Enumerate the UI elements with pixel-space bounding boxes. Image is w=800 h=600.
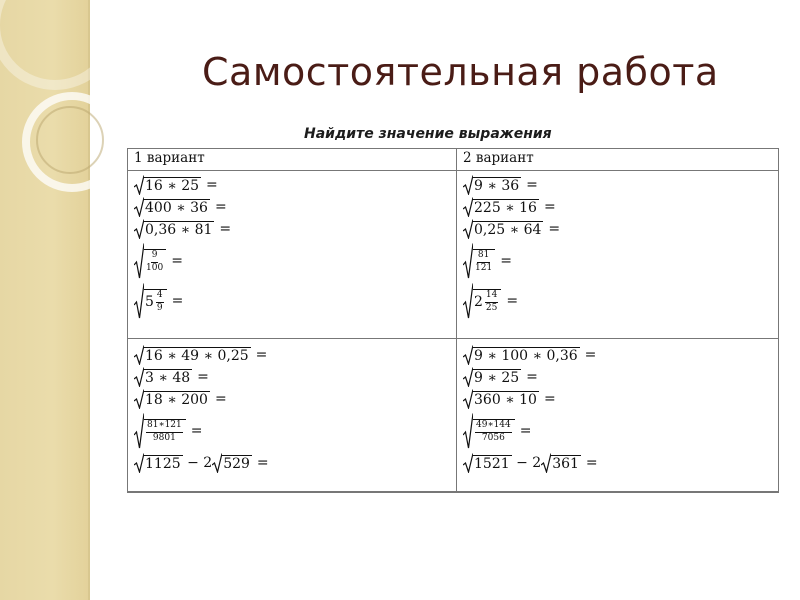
equals-sign: = <box>255 347 268 363</box>
equals-sign: = <box>190 423 203 439</box>
fraction <box>146 421 183 443</box>
radicand: 9 ∗ 100 ∗ 0,36 <box>474 348 578 364</box>
equals-sign: = <box>543 391 556 407</box>
sqrt-sign <box>212 453 252 473</box>
radicand <box>473 249 495 273</box>
expression-v1-7 <box>134 367 450 387</box>
slide-title: Самостоятельная работа <box>202 50 719 94</box>
numerator: 81∗121 <box>146 421 183 432</box>
expression-v2-4 <box>463 243 772 279</box>
sqrt-sign <box>134 243 166 279</box>
radicand: 361 <box>552 456 579 472</box>
radicand <box>144 249 166 273</box>
task-subtitle: Найдите значение выражения <box>304 126 552 142</box>
expression-v1-5 <box>134 283 450 319</box>
sqrt-sign <box>463 283 501 319</box>
decorative-ring-inner <box>36 106 104 174</box>
expression-v2-3 <box>463 219 772 239</box>
sqrt-sign <box>463 389 539 409</box>
expression-v1-1 <box>134 175 450 195</box>
table-row-block-1 <box>128 171 779 339</box>
expression-v1-4 <box>134 243 450 279</box>
expression-v1-10 <box>134 453 450 473</box>
fraction <box>485 291 498 313</box>
equals-sign: = <box>526 177 538 193</box>
radicand: 18 ∗ 200 <box>145 392 208 408</box>
table-row-block-2 <box>128 339 779 493</box>
whole-part: 2 <box>474 294 483 310</box>
expression-v1-8 <box>134 389 450 409</box>
equals-sign: = <box>506 293 519 309</box>
sqrt-sign <box>463 413 515 449</box>
sqrt-sign <box>134 413 186 449</box>
sqrt-sign <box>134 367 192 387</box>
sqrt-sign <box>134 175 201 195</box>
fraction <box>475 421 512 443</box>
sqrt-sign <box>463 243 495 279</box>
cell-variant-2-block-2 <box>457 339 779 493</box>
radicand: 1521 <box>474 456 510 472</box>
radicand: 1125 <box>145 456 181 472</box>
expression-v2-7 <box>463 367 772 387</box>
radicand: 0,36 ∗ 81 <box>145 222 213 238</box>
sqrt-sign <box>134 283 167 319</box>
denominator: 7056 <box>481 432 505 443</box>
exercise-table <box>127 148 779 493</box>
expression-v2-8 <box>463 389 772 409</box>
radicand: 400 ∗ 36 <box>145 200 208 216</box>
radicand <box>144 289 167 313</box>
expression-v1-2 <box>134 197 450 217</box>
radicand: 9 ∗ 25 <box>474 370 520 386</box>
equals-sign: = <box>526 369 538 385</box>
table-header-row <box>128 149 779 171</box>
sqrt-sign <box>541 453 581 473</box>
denominator: 25 <box>485 302 498 313</box>
sqrt-sign <box>134 219 214 239</box>
denominator: 9801 <box>152 432 176 443</box>
radicand: 3 ∗ 48 <box>145 370 191 386</box>
equals-sign: = <box>219 221 232 237</box>
fraction <box>475 251 492 273</box>
sqrt-sign <box>463 345 580 365</box>
decorative-ring-top <box>0 0 120 90</box>
cell-variant-1-block-1 <box>128 171 457 339</box>
sqrt-sign <box>463 367 521 387</box>
sqrt-sign <box>134 389 210 409</box>
numerator: 49∗144 <box>475 421 512 432</box>
expression-v2-10 <box>463 453 772 473</box>
radicand <box>473 289 501 313</box>
operator: − 2 <box>511 455 542 471</box>
equals-sign: = <box>214 391 227 407</box>
numerator: 4 <box>156 291 164 302</box>
cell-variant-1-block-2 <box>128 339 457 493</box>
radicand: 225 ∗ 16 <box>474 200 537 216</box>
sqrt-sign <box>134 453 183 473</box>
radicand: 360 ∗ 10 <box>474 392 537 408</box>
radicand: 16 ∗ 49 ∗ 0,25 <box>145 348 249 364</box>
equals-sign: = <box>585 455 598 471</box>
fraction <box>146 251 163 273</box>
header-variant-1: 1 вариант <box>128 149 457 171</box>
equals-sign: = <box>500 253 512 269</box>
sqrt-sign <box>463 453 512 473</box>
sqrt-sign <box>134 345 251 365</box>
radicand <box>144 419 186 443</box>
equals-sign: = <box>206 177 218 193</box>
expression-v1-9 <box>134 413 450 449</box>
operator: − 2 <box>182 455 213 471</box>
expression-v2-6 <box>463 345 772 365</box>
sqrt-sign <box>134 197 210 217</box>
numerator: 14 <box>485 291 498 302</box>
fraction <box>156 291 164 313</box>
equals-sign: = <box>171 253 183 269</box>
denominator: 9 <box>156 302 163 313</box>
equals-sign: = <box>519 423 532 439</box>
equals-sign: = <box>214 199 227 215</box>
side-band-edge <box>88 0 90 600</box>
denominator: 100 <box>146 262 164 273</box>
sqrt-sign <box>463 219 543 239</box>
numerator: 9 <box>151 251 159 262</box>
equals-sign: = <box>197 369 209 385</box>
expression-v2-5 <box>463 283 772 319</box>
whole-part: 5 <box>145 294 154 310</box>
radicand: 16 ∗ 25 <box>145 178 200 194</box>
expression-v2-9 <box>463 413 772 449</box>
expression-v1-3 <box>134 219 450 239</box>
cell-variant-2-block-1 <box>457 171 779 339</box>
decorative-side-band <box>0 0 88 600</box>
header-variant-2: 2 вариант <box>457 149 779 171</box>
radicand <box>473 419 515 443</box>
numerator: 81 <box>477 251 490 262</box>
sqrt-sign <box>463 175 521 195</box>
equals-sign: = <box>543 199 556 215</box>
expression-v2-1 <box>463 175 772 195</box>
radicand: 0,25 ∗ 64 <box>474 222 542 238</box>
radicand: 9 ∗ 36 <box>474 178 520 194</box>
equals-sign: = <box>548 221 561 237</box>
sqrt-sign <box>463 197 539 217</box>
equals-sign: = <box>256 455 269 471</box>
equals-sign: = <box>584 347 597 363</box>
expression-v2-2 <box>463 197 772 217</box>
expression-v1-6 <box>134 345 450 365</box>
equals-sign: = <box>171 293 184 309</box>
denominator: 121 <box>475 262 493 273</box>
radicand: 529 <box>223 456 250 472</box>
